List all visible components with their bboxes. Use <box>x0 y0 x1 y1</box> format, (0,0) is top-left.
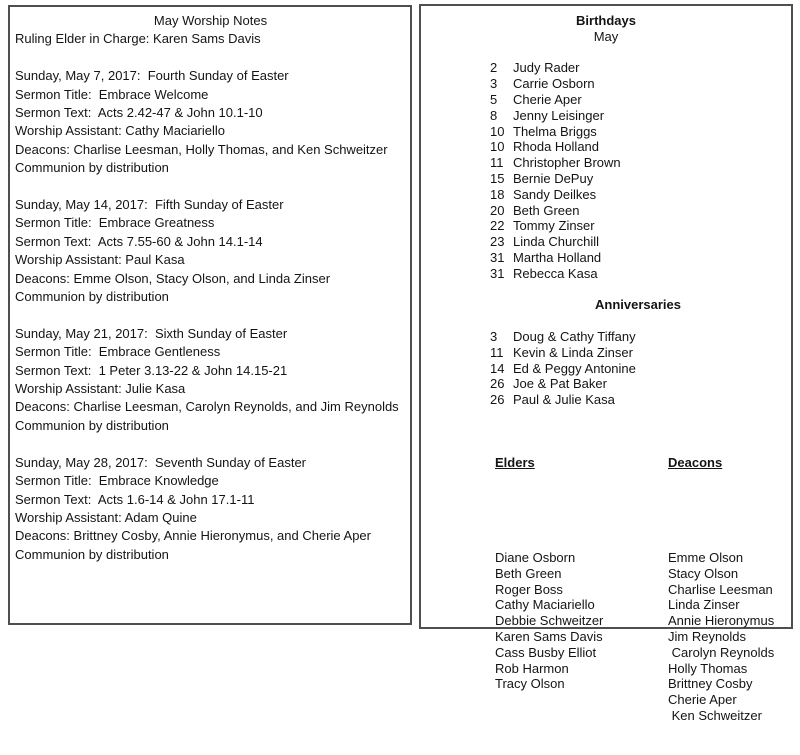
elder-name: Beth Green <box>495 565 562 581</box>
birthday-name: Thelma Briggs <box>513 123 597 139</box>
communion-line: Communion by distribution <box>15 160 169 176</box>
birthday-name: Linda Churchill <box>513 234 599 250</box>
birthday-row <box>421 171 791 187</box>
deacons-header: Deacons <box>668 455 723 471</box>
birthday-name: Judy Rader <box>513 60 580 76</box>
deacons-list <box>668 503 774 724</box>
birthday-day: 2 <box>490 60 498 76</box>
sermon-text-line: Sermon Text: 1 Peter 3.13-22 & John 14.15-21 <box>15 362 288 378</box>
anniversary-day: 11 <box>490 344 504 360</box>
anniversary-row <box>421 376 791 392</box>
elder-name: Karen Sams Davis <box>495 629 603 645</box>
birthday-row <box>421 187 791 203</box>
birthday-day: 22 <box>490 218 505 234</box>
worship-assistant-line: Worship Assistant: Julie Kasa <box>15 381 186 397</box>
birthday-name: Bernie DePuy <box>513 170 594 186</box>
services-list <box>15 67 406 564</box>
anniversary-name: Ed & Peggy Antonine <box>513 360 636 376</box>
anniversaries-list <box>421 329 791 408</box>
birthday-row <box>421 108 791 124</box>
elder-name: Diane Osborn <box>495 550 576 566</box>
elders-list <box>495 503 668 693</box>
anniversary-day: 26 <box>490 376 505 392</box>
sermon-title-line: Sermon Title: Embrace Greatness <box>15 215 215 231</box>
anniversary-name: Doug & Cathy Tiffany <box>513 328 636 344</box>
service-date-line: Sunday, May 28, 2017: Seventh Sunday of Easter <box>15 454 307 470</box>
birthday-row <box>421 124 791 140</box>
deacon-name: Emme Olson <box>668 550 744 566</box>
birthday-name: Tommy Zinser <box>513 218 595 234</box>
service-block <box>15 67 406 177</box>
worship-assistant-line: Worship Assistant: Paul Kasa <box>15 252 185 268</box>
birthday-day: 31 <box>490 265 505 281</box>
birthday-name: Christopher Brown <box>513 155 621 171</box>
elders-header: Elders <box>495 455 535 471</box>
birthday-day: 11 <box>490 155 504 171</box>
birthday-day: 10 <box>490 139 505 155</box>
deacons-line: Deacons: Charlise Leesman, Holly Thomas, and Ken Schweitzer <box>15 141 388 157</box>
deacons-line: Deacons: Emme Olson, Stacy Olson, and Linda Zinser <box>15 270 331 286</box>
deacons-column <box>668 424 774 755</box>
deacons-line: Deacons: Brittney Cosby, Annie Hieronymus, and Cherie Aper <box>15 528 371 544</box>
anniversary-day: 3 <box>490 328 498 344</box>
anniversary-day: 14 <box>490 360 505 376</box>
deacon-name: Charlise Leesman <box>668 581 773 597</box>
birthday-name: Carrie Osborn <box>513 76 595 92</box>
birthdays-title: Birthdays <box>576 13 636 28</box>
deacon-name: Brittney Cosby <box>668 676 753 692</box>
birthday-name: Rebecca Kasa <box>513 265 598 281</box>
ruling-elder-line: Ruling Elder in Charge: Karen Sams Davis <box>15 31 261 47</box>
sermon-text-line: Sermon Text: Acts 7.55-60 & John 14.1-14 <box>15 233 263 249</box>
elders-column <box>495 424 668 755</box>
birthday-day: 15 <box>490 170 505 186</box>
anniversaries-title: Anniversaries <box>595 297 681 313</box>
elder-name: Roger Boss <box>495 581 563 597</box>
officers-section <box>421 424 791 755</box>
deacon-name: Cherie Aper <box>668 692 737 708</box>
birthday-name: Rhoda Holland <box>513 139 600 155</box>
sermon-text-line: Sermon Text: Acts 2.42-47 & John 10.1-10 <box>15 105 263 121</box>
elder-name: Tracy Olson <box>495 676 565 692</box>
birthday-day: 10 <box>490 123 505 139</box>
birthday-day: 20 <box>490 202 505 218</box>
sermon-title-line: Sermon Title: Embrace Knowledge <box>15 473 219 489</box>
deacon-name: Stacy Olson <box>668 565 739 581</box>
sermon-title-line: Sermon Title: Embrace Welcome <box>15 86 209 102</box>
anniversary-row <box>421 392 791 408</box>
service-date-line: Sunday, May 21, 2017: Sixth Sunday of Easter <box>15 325 288 341</box>
elder-name: Rob Harmon <box>495 660 569 676</box>
deacon-name: Carolyn Reynolds <box>668 644 775 660</box>
birthday-row <box>421 92 791 108</box>
anniversary-row <box>421 361 791 377</box>
birthday-row <box>421 250 791 266</box>
sermon-text-line: Sermon Text: Acts 1.6-14 & John 17.1-11 <box>15 491 255 507</box>
service-block <box>15 325 406 435</box>
deacon-name: Ken Schweitzer <box>668 708 762 724</box>
birthday-row <box>421 266 791 282</box>
birthday-row <box>421 234 791 250</box>
deacon-name: Holly Thomas <box>668 660 748 676</box>
birthday-name: Jenny Leisinger <box>513 107 605 123</box>
birthday-name: Martha Holland <box>513 249 602 265</box>
service-block <box>15 196 406 306</box>
birthday-day: 31 <box>490 249 505 265</box>
worship-assistant-line: Worship Assistant: Adam Quine <box>15 509 197 525</box>
birthday-row <box>421 139 791 155</box>
birthdays-list <box>421 60 791 281</box>
anniversary-day: 26 <box>490 392 505 408</box>
worship-assistant-line: Worship Assistant: Cathy Maciariello <box>15 123 226 139</box>
birthday-day: 8 <box>490 107 498 123</box>
celebrations-panel <box>419 4 793 724</box>
birthday-row <box>421 218 791 234</box>
deacon-name: Annie Hieronymus <box>668 613 775 629</box>
birthdays-month: May <box>593 28 619 44</box>
deacon-name: Linda Zinser <box>668 597 740 613</box>
communion-line: Communion by distribution <box>15 289 169 305</box>
birthday-day: 18 <box>490 186 505 202</box>
birthday-row <box>421 60 791 76</box>
deacons-line: Deacons: Charlise Leesman, Carolyn Reynolds, and Jim Reynolds <box>15 399 399 415</box>
birthday-row <box>421 203 791 219</box>
communion-line: Communion by distribution <box>15 417 169 433</box>
deacon-name: Jim Reynolds <box>668 629 747 645</box>
birthday-day: 5 <box>490 91 498 107</box>
birthday-day: 23 <box>490 234 505 250</box>
birthday-row <box>421 76 791 92</box>
elder-name: Cass Busby Elliot <box>495 644 597 660</box>
birthday-name: Sandy Deilkes <box>513 186 597 202</box>
service-date-line: Sunday, May 14, 2017: Fifth Sunday of Easter <box>15 197 284 213</box>
birthday-row <box>421 155 791 171</box>
worship-notes-panel <box>8 5 412 625</box>
anniversary-name: Paul & Julie Kasa <box>513 392 615 408</box>
worship-notes-title: May Worship Notes <box>153 13 268 28</box>
service-date-line: Sunday, May 7, 2017: Fourth Sunday of Easter <box>15 68 289 84</box>
birthday-name: Beth Green <box>513 202 580 218</box>
anniversary-row <box>421 345 791 361</box>
anniversary-name: Kevin & Linda Zinser <box>513 344 633 360</box>
elder-name: Cathy Maciariello <box>495 597 595 613</box>
anniversary-name: Joe & Pat Baker <box>513 376 607 392</box>
birthday-day: 3 <box>490 76 498 92</box>
service-block <box>15 454 406 564</box>
birthday-name: Cherie Aper <box>513 91 582 107</box>
elder-name: Debbie Schweitzer <box>495 613 604 629</box>
anniversary-row <box>421 329 791 345</box>
sermon-title-line: Sermon Title: Embrace Gentleness <box>15 344 221 360</box>
communion-line: Communion by distribution <box>15 546 169 562</box>
